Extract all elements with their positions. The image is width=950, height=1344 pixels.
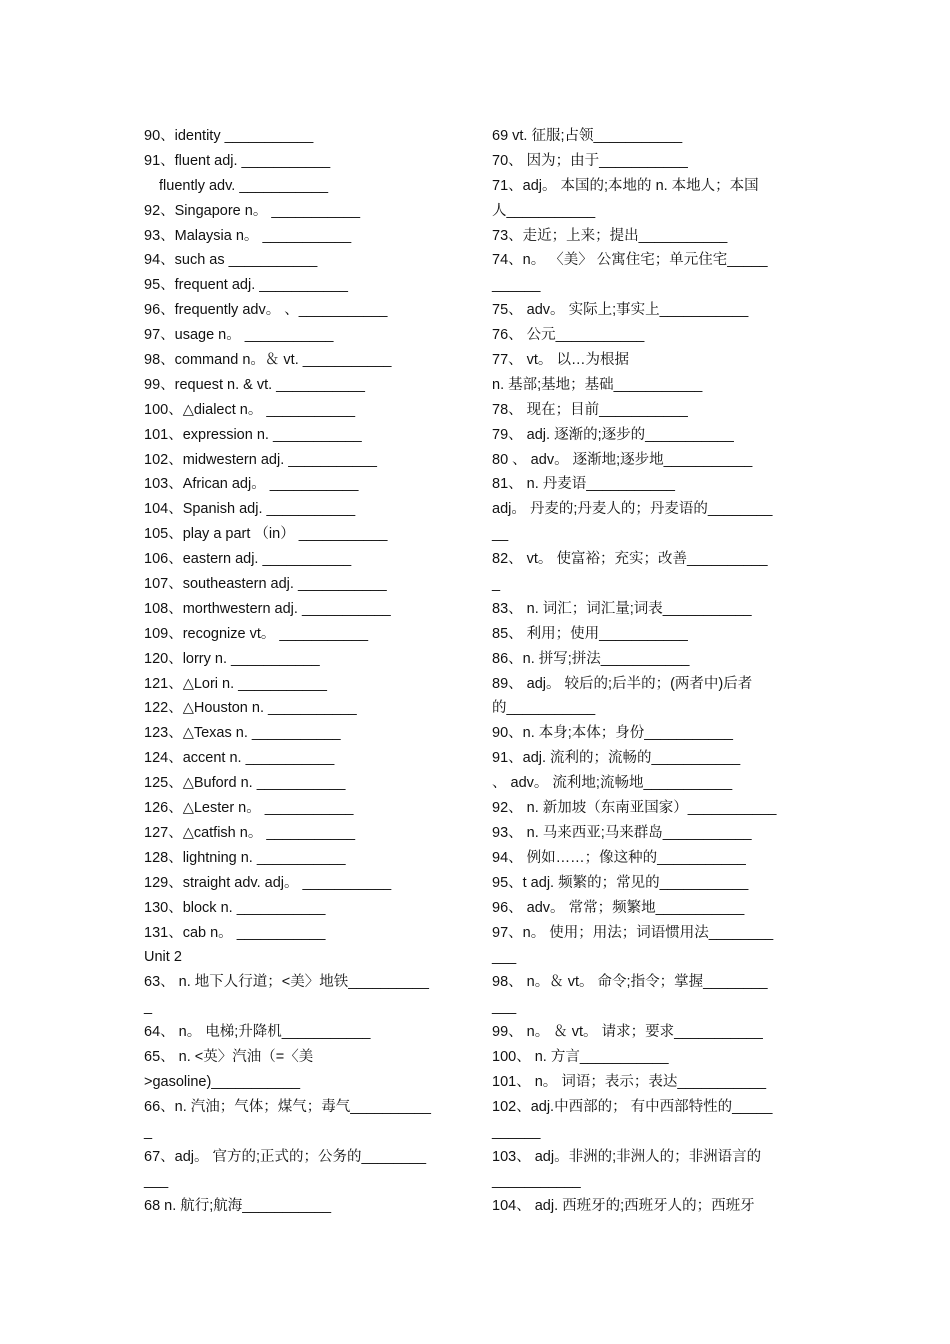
vocab-line: ___________ (492, 1173, 581, 1190)
vocab-line: 121、△Lori n. ___________ (144, 675, 327, 692)
vocab-line: 100、 n. 方言___________ (492, 1048, 669, 1065)
vocab-line: 65、 n. <英〉汽油（=〈美 (144, 1048, 314, 1065)
vocab-line: adj。 丹麦的;丹麦人的；丹麦语的________ (492, 501, 773, 518)
vocab-line: ______ (492, 1123, 541, 1140)
vocab-line: 107、southeastern adj. ___________ (144, 576, 387, 593)
vocab-line: 86、n. 拼写;拼法___________ (492, 650, 690, 667)
vocab-line: 78、 现在；目前___________ (492, 401, 688, 418)
vocab-line: ______ (492, 277, 541, 294)
vocab-line: ___ (492, 949, 517, 966)
vocab-line: 99、 n。 ＆ vt。 请求；要求___________ (492, 1024, 763, 1041)
vocab-line: fluently adv. ___________ (159, 177, 329, 194)
vocab-line: 90、n. 本身;本体；身份___________ (492, 725, 733, 742)
vocab-line: Unit 2 (144, 949, 182, 966)
vocab-line: 91、adj. 流利的；流畅的___________ (492, 750, 741, 767)
vocab-line: >gasoline)___________ (144, 1073, 301, 1090)
vocab-line: 108、morthwestern adj. ___________ (144, 600, 391, 617)
vocab-line: 104、 adj. 西班牙的;西班牙人的；西班牙 (492, 1198, 755, 1215)
vocab-line: 80 、 adv。 逐渐地;逐步地___________ (492, 451, 753, 468)
vocab-line: 81、 n. 丹麦语___________ (492, 476, 675, 493)
vocab-line: ___ (492, 999, 517, 1016)
vocab-line: 79、 adj. 逐渐的;逐步的___________ (492, 426, 734, 443)
vocab-line: 71、adj。 本国的;本地的 n. 本地人；本国 (492, 177, 759, 194)
vocab-line: 77、 vt。 以…为根据 (492, 352, 629, 369)
vocab-line: __ (492, 526, 509, 543)
vocab-line: 94、such as ___________ (144, 252, 318, 269)
vocab-line: 94、 例如……；像这种的___________ (492, 849, 746, 866)
vocab-line: 125、△Buford n. ___________ (144, 775, 346, 792)
vocab-line: _ (144, 1123, 153, 1140)
vocab-line: 66、n. 汽油；气体；煤气；毒气__________ (144, 1098, 431, 1115)
vocab-line: 91、fluent adj. ___________ (144, 152, 331, 169)
vocab-line: 90、identity ___________ (144, 128, 314, 144)
vocab-line: 69 vt. 征服;占领___________ (492, 128, 683, 144)
vocab-line: 64、 n。 电梯;升降机___________ (144, 1024, 371, 1041)
vocab-line: 96、 adv。 常常；频繁地___________ (492, 899, 745, 916)
vocab-line: 93、Malaysia n。 ___________ (144, 227, 352, 244)
vocab-line: 67、adj。 官方的;正式的；公务的________ (144, 1148, 427, 1165)
vocab-line: 130、block n. ___________ (144, 899, 326, 916)
vocab-line: 73、走近；上来；提出___________ (492, 227, 728, 244)
vocab-line: 122、△Houston n. ___________ (144, 700, 357, 717)
vocab-line: 74、n。 〈美〉 公寓住宅；单元住宅_____ (492, 252, 768, 269)
vocab-line: 95、frequent adj. ___________ (144, 277, 348, 294)
left-column (144, 124, 462, 1219)
vocab-line: n. 基部;基地；基础___________ (492, 376, 703, 393)
vocab-line: 95、t adj. 频繁的；常见的___________ (492, 874, 749, 891)
vocab-line: 、 adv。 流利地;流畅地___________ (492, 775, 733, 792)
vocab-line: 106、eastern adj. ___________ (144, 551, 352, 568)
vocab-line: 127、△catfish n。 ___________ (144, 824, 356, 841)
vocab-line: 105、play a part （in） ___________ (144, 526, 388, 543)
vocab-line: _ (492, 576, 501, 593)
vocab-line: 129、straight adv. adj。 ___________ (144, 874, 392, 891)
vocab-line: 104、Spanish adj. ___________ (144, 501, 356, 518)
vocab-line: 人___________ (492, 202, 596, 219)
vocab-line: 101、 n。 词语；表示；表达___________ (492, 1073, 767, 1090)
vocab-line: 98、 n。＆ vt。 命令;指令；掌握________ (492, 974, 768, 991)
vocab-line: 85、 利用；使用___________ (492, 625, 688, 642)
vocab-line: 92、 n. 新加坡（东南亚国家）___________ (492, 800, 777, 817)
vocab-line: ___ (144, 1173, 169, 1190)
vocab-line: 131、cab n。 ___________ (144, 924, 326, 941)
vocab-line: 75、 adv。 实际上;事实上___________ (492, 302, 749, 319)
vocab-line: 103、 adj。非洲的;非洲人的；非洲语言的 (492, 1148, 762, 1165)
vocab-line: 的___________ (492, 700, 596, 717)
vocab-line: 109、recognize vt。 ___________ (144, 625, 369, 642)
vocab-line: 126、△Lester n。 ___________ (144, 800, 354, 817)
vocab-line: 68 n. 航行;航海___________ (144, 1198, 332, 1215)
vocab-line: 103、African adj。 ___________ (144, 476, 359, 493)
vocab-line: 101、expression n. ___________ (144, 426, 362, 443)
vocab-line: 96、frequently adv。 、___________ (144, 302, 388, 319)
vocab-line: 89、 adj。 较后的;后半的；(两者中)后者 (492, 675, 753, 692)
vocab-line: 99、request n. & vt. ___________ (144, 376, 365, 393)
vocab-line: _ (144, 999, 153, 1016)
vocab-line: 76、 公元___________ (492, 327, 645, 344)
vocab-line: 120、lorry n. ___________ (144, 650, 320, 667)
vocab-line: 98、command n。＆ vt. ___________ (144, 352, 392, 369)
vocab-line: 97、usage n。 ___________ (144, 327, 334, 344)
vocab-line: 102、midwestern adj. ___________ (144, 451, 377, 468)
vocab-line: 92、Singapore n。 ___________ (144, 202, 361, 219)
vocab-line: 128、lightning n. ___________ (144, 849, 346, 866)
vocab-line: 123、△Texas n. ___________ (144, 725, 341, 742)
vocab-line: 70、 因为；由于___________ (492, 152, 688, 169)
vocab-line: 97、n。 使用；用法；词语惯用法________ (492, 924, 774, 941)
vocab-line: 102、adj.中西部的； 有中西部特性的_____ (492, 1098, 773, 1115)
right-column (492, 124, 804, 1219)
vocab-line: 100、△dialect n。 ___________ (144, 401, 356, 418)
vocab-line: 83、 n. 词汇；词汇量;词表___________ (492, 600, 752, 617)
vocab-line: 82、 vt。 使富裕；充实；改善__________ (492, 551, 768, 568)
vocab-line: 93、 n. 马来西亚;马来群岛___________ (492, 824, 752, 841)
vocab-line: 63、 n. 地下人行道；<美〉地铁__________ (144, 974, 429, 991)
vocab-line: 124、accent n. ___________ (144, 750, 335, 767)
